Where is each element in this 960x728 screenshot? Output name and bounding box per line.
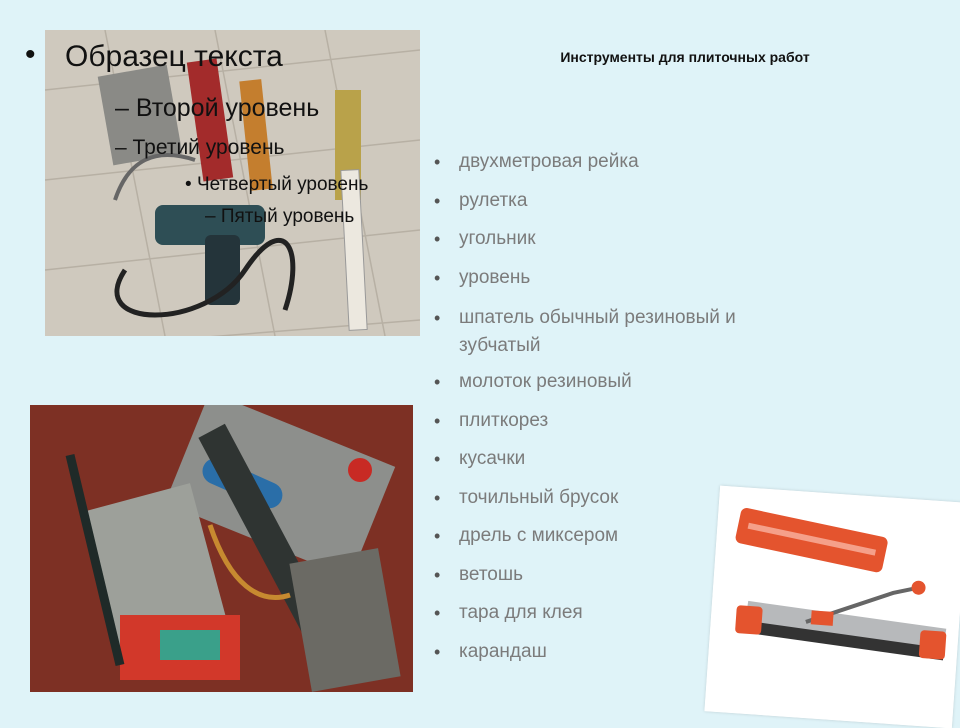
list-item: • ветошь — [430, 563, 810, 587]
list-item: • двухметровая рейка — [430, 150, 810, 174]
list-item: • тара для клея — [430, 601, 810, 625]
list-item: • рулетка — [430, 189, 810, 213]
placeholder-level4: • Четвертый уровень — [185, 174, 369, 195]
list-item: • уровень — [430, 266, 810, 290]
list-item: • шпатель обычный резиновый и зубчатый — [430, 304, 810, 360]
tools-list — [430, 150, 810, 678]
trowels-photo — [30, 405, 413, 692]
placeholder-level5: – Пятый уровень — [205, 206, 355, 227]
list-item: • молоток резиновый — [430, 370, 810, 394]
placeholder-level2: – Второй уровень — [115, 94, 320, 122]
placeholder-level3: – Третий уровень — [115, 136, 285, 159]
slide-title: Инструменты для плиточных работ — [560, 49, 810, 65]
list-item: • точильный брусок — [430, 486, 810, 510]
placeholder-level1: • Образец текста — [25, 38, 283, 73]
list-item: • плиткорез — [430, 409, 810, 433]
list-item: • кусачки — [430, 447, 810, 471]
list-item: • дрель с миксером — [430, 524, 810, 548]
list-item: • угольник — [430, 227, 810, 251]
list-item: • карандаш — [430, 640, 810, 664]
